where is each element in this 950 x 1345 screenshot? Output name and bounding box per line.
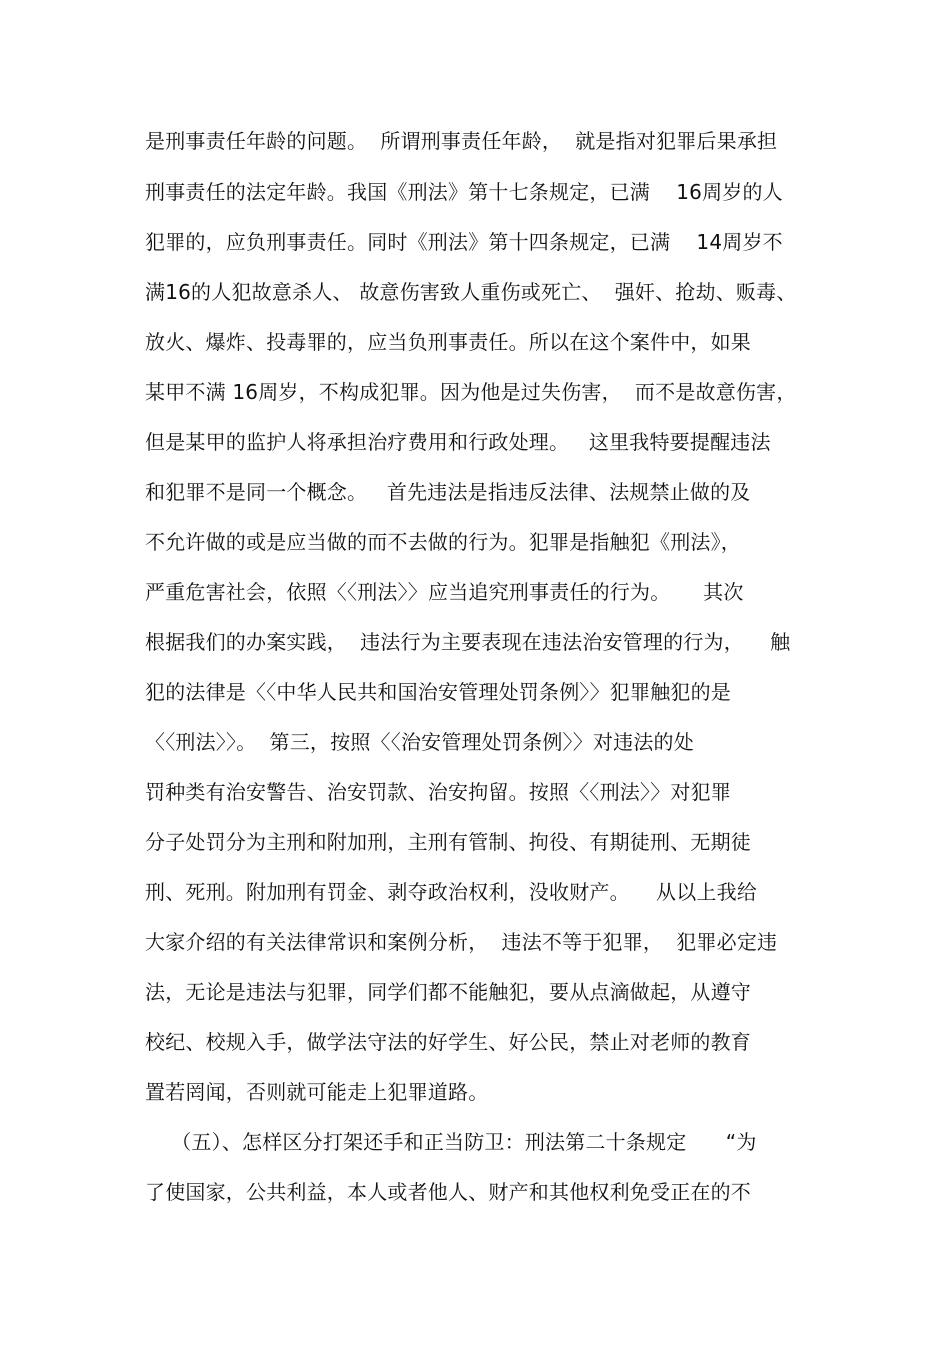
text-line: 刑、死刑。附加刑有罚金、剥夺政治权利，没收财产。 从以上我给 [145,880,758,904]
text-line: 根据我们的办案实践， 违法行为主要表现在违法治安管理的行为， 触 [145,630,791,654]
text-line: 法，无论是违法与犯罪，同学们都不能触犯，要从点滴做起，从遵守 [145,980,751,1004]
text-line: 是刑事责任年龄的问题。 所谓刑事责任年龄， 就是指对犯罪后果承担 [145,129,778,153]
text-line: 置若罔闻，否则就可能走上犯罪道路。 [145,1080,489,1104]
text-line: 校纪、校规入手，做学法守法的好学生、好公民，禁止对老师的教育 [145,1030,751,1054]
text-line: （五）、怎样区分打架还手和正当防卫：刑法第二十条规定 “为 [145,1130,757,1154]
text-line: 犯罪的，应负刑事责任。同时《刑法》第十四条规定，已满 14周岁不 [145,230,783,254]
text-line: 了使国家，公共利益，本人或者他人、财产和其他权利免受正在的不 [145,1180,751,1204]
text-line: 刑事责任的法定年龄。我国《刑法》第十七条规定，已满 16周岁的人 [145,180,783,204]
text-line: 某甲不满 16周岁，不构成犯罪。因为他是过失伤害， 而不是故意伤害， [145,380,797,404]
text-line: 和犯罪不是同一个概念。 首先违法是指违反法律、法规禁止做的及 [145,480,751,504]
text-line: 大家介绍的有关法律常识和案例分析， 违法不等于犯罪， 犯罪必定违 [145,930,778,954]
text-line: 不允许做的或是应当做的而不去做的行为。犯罪是指触犯《刑法》， [145,530,741,554]
text-line: 放火、爆炸、投毒罪的，应当负刑事责任。所以在这个案件中，如果 [145,330,751,354]
text-line: 罚种类有治安警告、治安罚款、治安拘留。按照〈〈刑法〉〉对犯罪 [145,780,731,804]
text-line: 满16的人犯故意杀人、 故意伤害致人重伤或死亡、 强奸、抢劫、贩毒、 [145,280,797,304]
text-line: 〈〈刑法〉〉。 第三，按照〈〈治安管理处罚条例〉〉对违法的处 [145,730,694,754]
text-line: 分子处罚分为主刑和附加刑，主刑有管制、拘役、有期徒刑、无期徒 [145,830,751,854]
text-line: 严重危害社会，依照〈〈刑法〉〉应当追究刑事责任的行为。 其次 [145,580,744,604]
text-line: 但是某甲的监护人将承担治疗费用和行政处理。 这里我特要提醒违法 [145,430,771,454]
text-line: 犯的法律是〈〈中华人民共和国治安管理处罚条例〉〉犯罪触犯的是 [145,680,731,704]
